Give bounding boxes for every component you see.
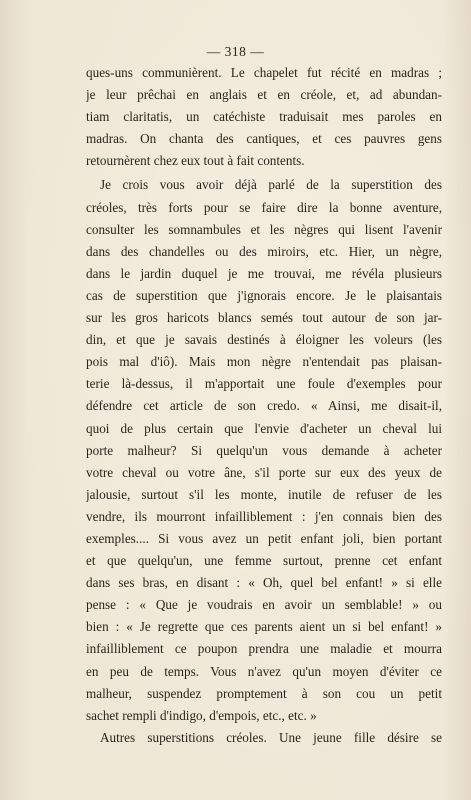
text-line: infailliblement ce poupon prendra une maladie et mourra [86,641,442,657]
text-line: jalousie, surtout s'il les monte, inutile de refuser de les [86,486,442,502]
text-line: pense : « Que je voudrais en avoir un semblable! » ou [86,597,442,613]
text-line: votre cheval ou votre âne, s'il porte sur eux des yeux de [86,464,442,480]
text-line: porte malheur? Si quelqu'un vous demande à acheter [86,442,442,458]
text-line: din, et que je savais destinés à éloigner les voleurs (les [86,332,442,348]
paragraph-start-line: Je crois vous avoir déjà parlé de la superstition des [100,177,442,193]
text-line: créoles, très forts pour se faire dire la bonne aventure, [86,199,442,215]
text-line: terie là-dessus, il m'apportait une foule d'exemples pour [86,376,442,392]
text-line: bien : « Je regrette que ces parents aient un si bel enfant! » [86,619,442,635]
page-number: — 318 — [206,44,265,59]
text-line: en peu de temps. Vous n'avez qu'un moyen d'éviter ce [86,663,442,679]
text-line: cas de superstition que j'ignorais encore. Je le plaisantais [86,287,442,303]
text-line: défendre cet article de son credo. « Ainsi, me disait-il, [86,398,442,414]
text-line: vendre, ils mourront infailliblement : j'en connais bien des [86,508,442,524]
body-text [86,62,442,749]
text-line: quoi de plus certain que l'envie d'acheter un cheval lui [86,420,442,436]
text-line: retournèrent chez eux tout à fait contents. [86,153,305,169]
text-line: pois mal d'iô). Mais mon nègre n'entendait pas plaisan- [86,354,442,370]
text-line: dans ses bras, en disant : « Oh, quel bel enfant! » si elle [86,575,442,591]
text-line: je leur prêchai en anglais et en créole, et, ad abundan- [86,87,442,103]
text-line: sachet rempli d'indigo, d'empois, etc., etc. » [86,707,317,723]
text-line: madras. On chanta des cantiques, et ces pauvres gens [86,131,442,147]
text-line: ques-uns communièrent. Le chapelet fut récité en madras ; [86,65,442,80]
paragraph-start-line: Autres superstitions créoles. Une jeune fille désire se [100,729,442,745]
text-line: tiam claritatis, un catéchiste traduisait mes paroles en [86,109,442,125]
text-line: et que quelqu'un, une femme surtout, prenne cet enfant [86,553,442,569]
text-line: sur les gros haricots blancs semés tout autour de son jar- [86,310,442,326]
text-line: malheur, suspendez promptement à son cou un petit [86,685,442,701]
text-line: exemples.... Si vous avez un petit enfant joli, bien portant [86,530,442,546]
text-line: consulter les somnambules et les nègres qui lisent l'avenir [86,221,442,237]
text-line: dans le jardin duquel je me trouvai, me révéla plusieurs [86,265,442,281]
text-line: dans des chandelles ou des miroirs, etc. Hier, un nègre, [86,243,442,259]
